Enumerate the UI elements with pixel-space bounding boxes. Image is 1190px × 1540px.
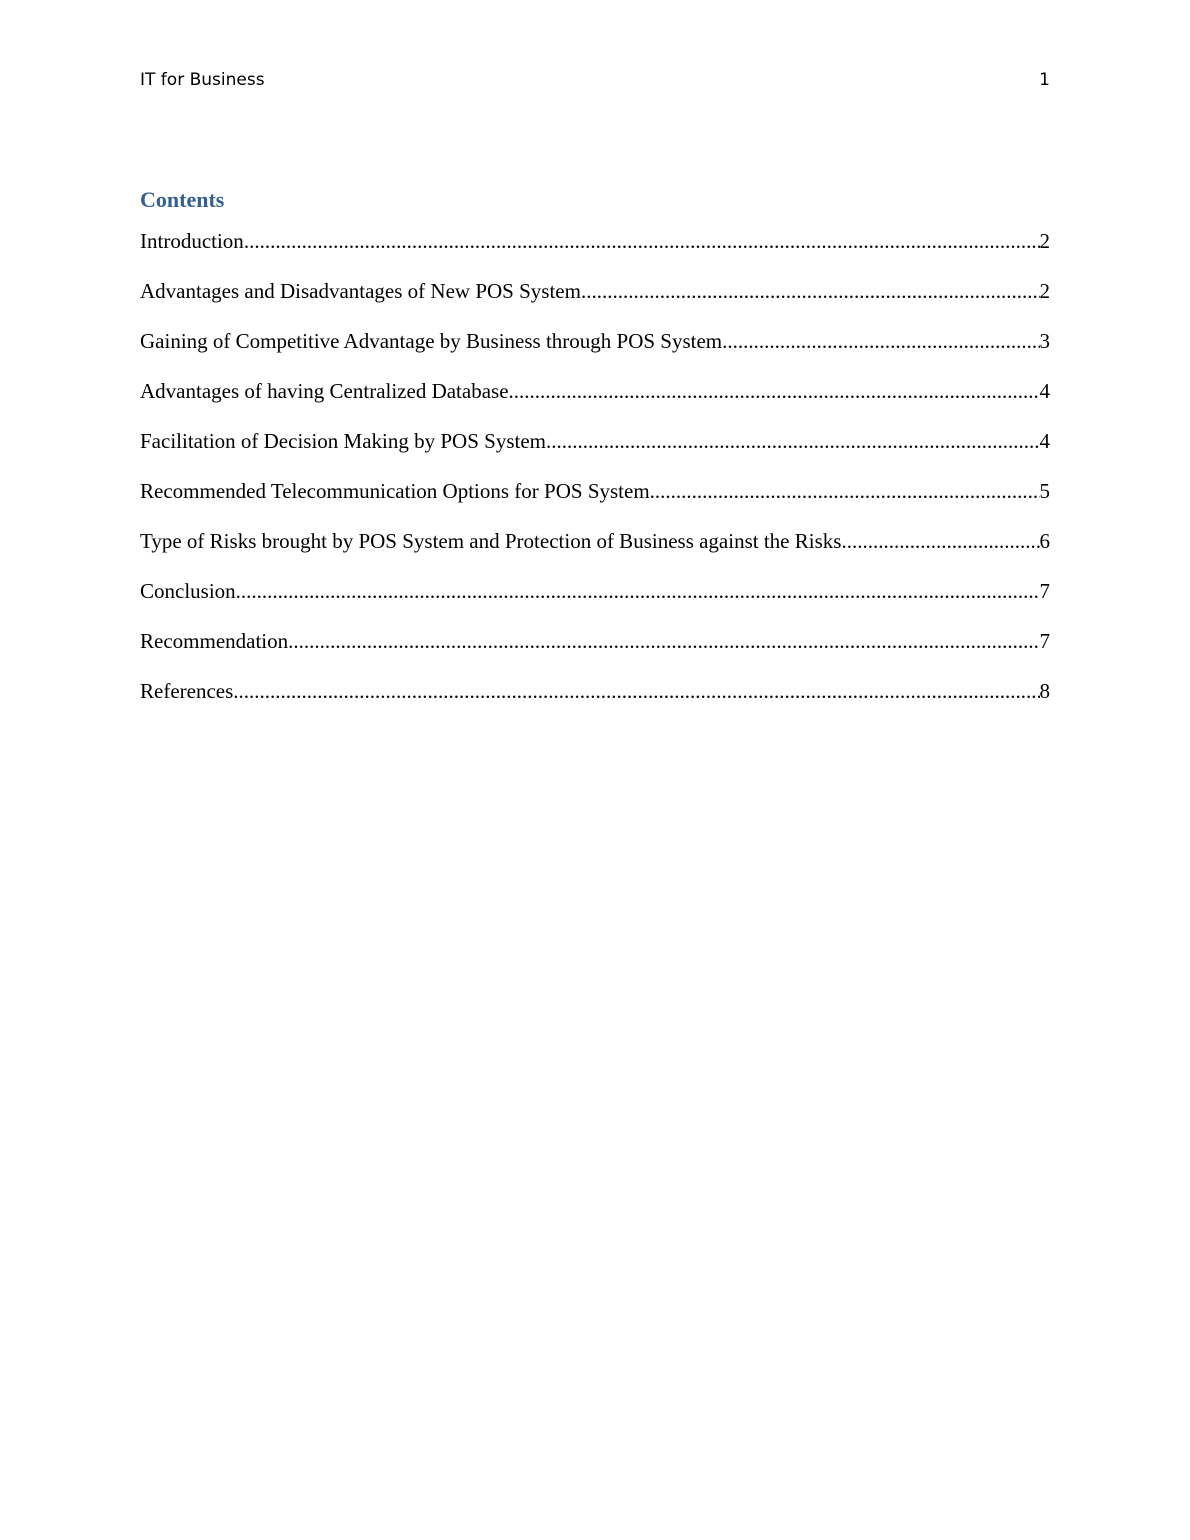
toc-entry-title: Advantages and Disadvantages of New POS System	[140, 279, 581, 303]
toc-entry-telecommunication-options[interactable]	[140, 474, 1050, 524]
toc-entry-conclusion[interactable]	[140, 574, 1050, 624]
toc-entry-title: Recommended Telecommunication Options for POS System	[140, 479, 650, 503]
toc-dot-leader	[546, 424, 1040, 458]
toc-dot-leader	[722, 324, 1039, 358]
toc-entry-page: 4	[1039, 429, 1050, 453]
table-of-contents	[140, 184, 1050, 724]
toc-entry-introduction[interactable]	[140, 224, 1050, 274]
toc-entry-page: 7	[1039, 629, 1050, 653]
toc-entry-page: 6	[1039, 529, 1050, 553]
toc-entry-page: 3	[1039, 329, 1050, 353]
toc-entry-title: Advantages of having Centralized Database	[140, 379, 509, 403]
toc-entry-references[interactable]	[140, 674, 1050, 724]
toc-entry-title: References	[140, 679, 234, 703]
page-header	[140, 70, 1050, 96]
toc-dot-leader	[233, 674, 1039, 708]
toc-dot-leader	[581, 274, 1040, 308]
toc-entry-title: Type of Risks brought by POS System and Protection of Business against the Risks	[140, 529, 842, 553]
toc-dot-leader	[236, 574, 1040, 608]
toc-entry-title: Conclusion	[140, 579, 236, 603]
header-page-number: 1	[1039, 70, 1050, 90]
toc-entry-competitive-advantage[interactable]	[140, 324, 1050, 374]
toc-entry-page: 4	[1039, 379, 1050, 403]
toc-dot-leader	[509, 374, 1040, 408]
toc-entry-title: Recommendation	[140, 629, 289, 653]
toc-entry-title: Facilitation of Decision Making by POS System	[140, 429, 546, 453]
header-title: IT for Business	[140, 70, 265, 90]
toc-entry-page: 8	[1039, 679, 1050, 703]
toc-heading: Contents	[140, 187, 225, 212]
toc-entry-page: 7	[1039, 579, 1050, 603]
toc-entry-title: Introduction	[140, 229, 244, 253]
toc-entry-advantages-disadvantages[interactable]	[140, 274, 1050, 324]
toc-dot-leader	[650, 474, 1040, 508]
toc-entry-page: 2	[1039, 279, 1050, 303]
toc-entry-risks[interactable]	[140, 524, 1050, 574]
toc-entry-recommendation[interactable]	[140, 624, 1050, 674]
toc-entry-centralized-database[interactable]	[140, 374, 1050, 424]
toc-dot-leader	[288, 624, 1039, 658]
toc-dot-leader	[244, 224, 1040, 258]
toc-entry-page: 2	[1039, 229, 1050, 253]
toc-entry-decision-making[interactable]	[140, 424, 1050, 474]
toc-entry-page: 5	[1039, 479, 1050, 503]
toc-dot-leader	[841, 524, 1039, 558]
toc-entry-title: Gaining of Competitive Advantage by Business through POS System	[140, 329, 723, 353]
toc-list	[140, 224, 1050, 724]
